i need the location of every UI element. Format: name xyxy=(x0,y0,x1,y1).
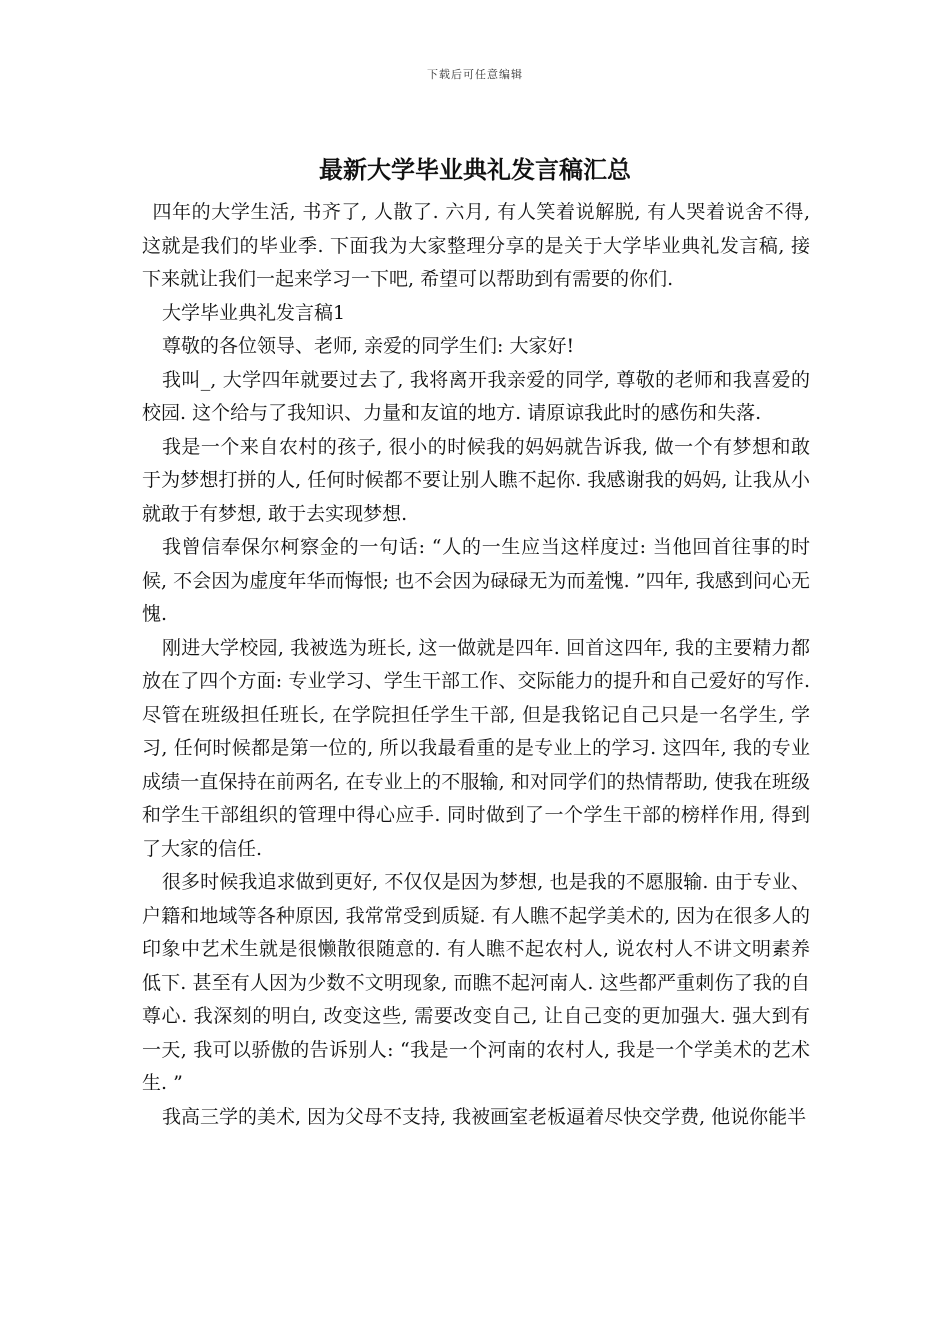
body-paragraph: 我叫_, 大学四年就要过去了, 我将离开我亲爱的同学, 尊敬的老师和我喜爱的校园. 这个给与了我知识、力量和友谊的地方. 请原谅我此时的感伤和失落. xyxy=(142,368,810,424)
body-paragraph: 我曾信奉保尔柯察金的一句话: “人的一生应当这样度过: 当他回首往事的时候, 不会因为虚度年华而悔恨; 也不会因为碌碌无为而羞愧. ”四年, 我感到问心无愧. xyxy=(142,536,810,625)
document-title: 最新大学毕业典礼发言稿汇总 xyxy=(319,156,631,184)
body-paragraph: 刚进大学校园, 我被选为班长, 这一做就是四年. 回首这四年, 我的主要精力都放在了四个方面: 专业学习、学生干部工作、交际能力的提升和自己爱好的写作. 尽管在班级担任班长, 在学院担任学生干部, 但是我铭记自己只是一名学生, 学习, 任何时候都是第一位的, 所以我最看重的是专业上的学习. 这四年, 我的专业成绩一直保持在前两名, 在专业上的不服输, 和对同学们的热情帮助, 使我在班级和学生干部组织的管理中得心应手. 同时做到了一个学生干部的榜样作用, 得到了大家的信任. xyxy=(142,636,810,860)
body-paragraph: 我高三学的美术, 因为父母不支持, 我被画室老板逼着尽快交学费, 他说你能半 xyxy=(161,1105,807,1128)
salutation-paragraph: 尊敬的各位领导、老师, 亲爱的同学生们: 大家好! xyxy=(161,335,575,357)
section-heading: 大学毕业典礼发言稿1 xyxy=(161,301,346,324)
body-paragraph: 很多时候我追求做到更好, 不仅仅是因为梦想, 也是我的不愿服输. 由于专业、户籍和地域等各种原因, 我常常受到质疑. 有人瞧不起学美术的, 因为在很多人的印象中艺术生就是很懒散很随意的. 有人瞧不起农村人, 说农村人不讲文明素养低下. 甚至有人因为少数不文明现象, 而瞧不起河南人. 这些都严重刺伤了我的自尊心. 我深刻的明白, 改变这些, 需要改变自己, 让自己变的更加强大. 强大到有一天, 我可以骄傲的告诉别人: “我是一个河南的农村人, 我是一个学美术的艺术生. ” xyxy=(142,871,810,1094)
header-note: 下载后可任意编辑 xyxy=(427,68,523,81)
document-body xyxy=(142,196,810,1134)
body-paragraph: 我是一个来自农村的孩子, 很小的时候我的妈妈就告诉我, 做一个有梦想和敢于为梦想打拼的人, 任何时候都不要让别人瞧不起你. 我感谢我的妈妈, 让我从小就敢于有梦想, 敢于去实现梦想. xyxy=(142,435,810,525)
intro-paragraph: 四年的大学生活, 书齐了, 人散了. 六月, 有人笑着说解脱, 有人哭着说舍不得, 这就是我们的毕业季. 下面我为大家整理分享的是关于大学毕业典礼发言稿, 接下来就让我们一起来学习一下吧, 希望可以帮助到有需要的你们. xyxy=(142,201,810,290)
